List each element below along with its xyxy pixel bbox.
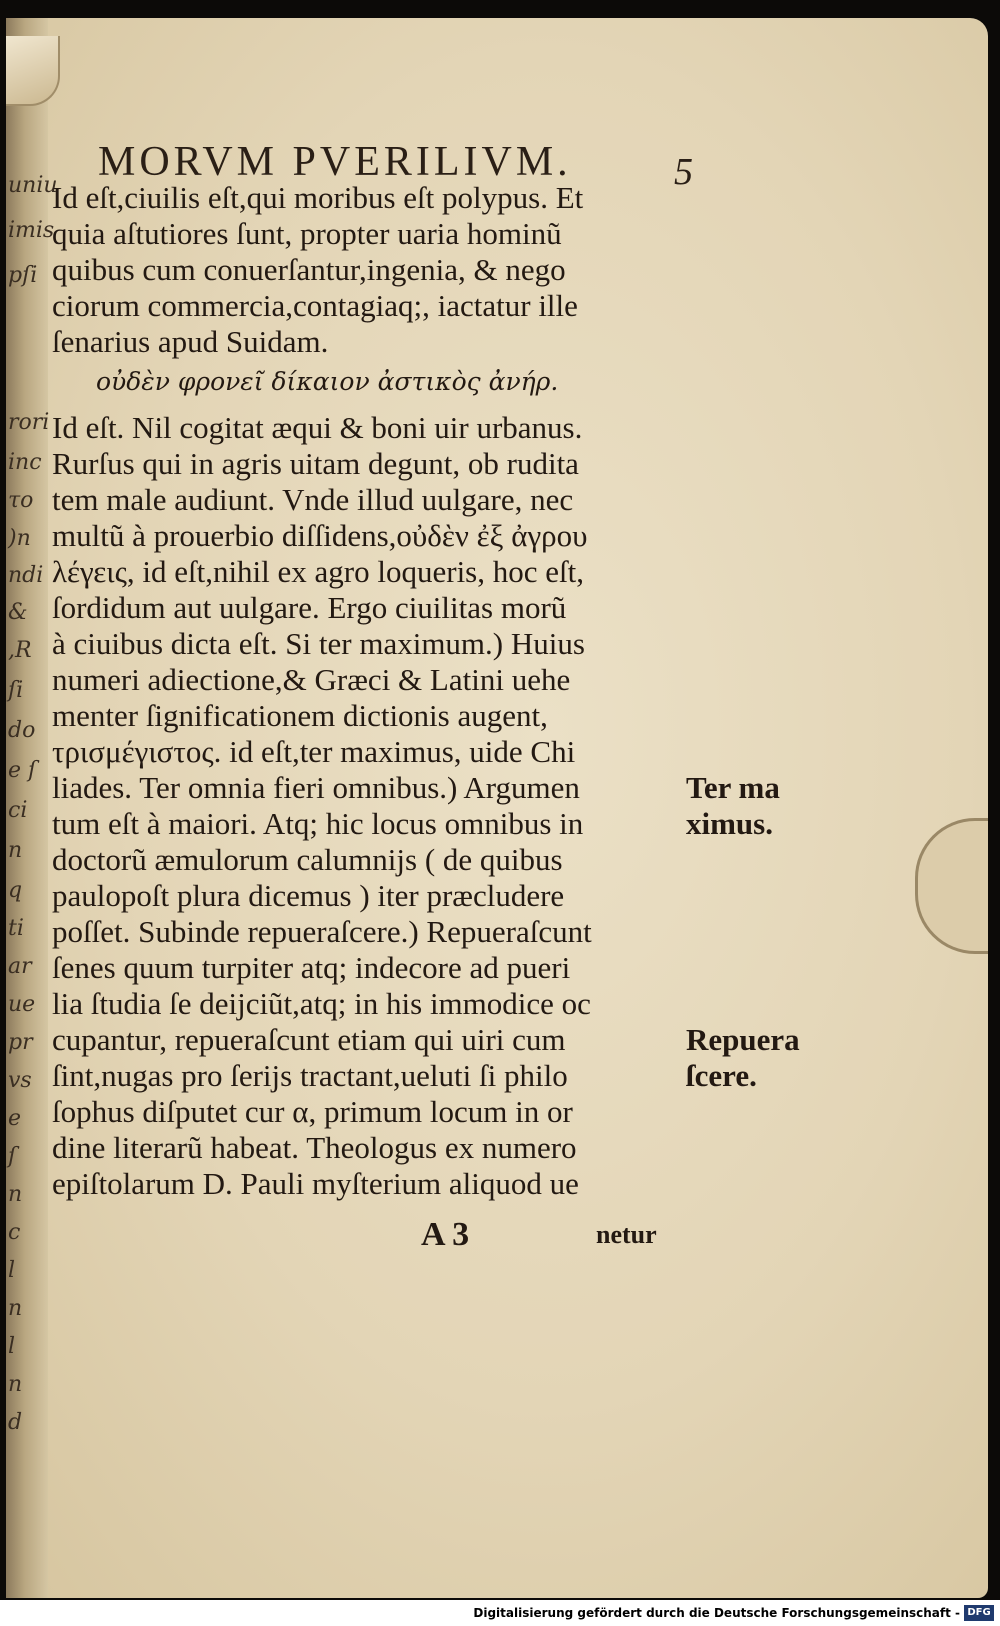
marginal-note-repuerascere-1: Repuera xyxy=(686,1022,800,1057)
text-line: epiſtolarum D. Pauli myſterium aliquod ue xyxy=(52,1166,579,1201)
greek-verse: οὐδὲν φρονεῖ δίκαιον ἀστικὸς ἀνήρ. xyxy=(96,367,559,396)
prev-page-fragment: ci xyxy=(8,798,28,823)
prev-page-fragment: c xyxy=(8,1220,21,1245)
prev-page-fragment: inc xyxy=(8,450,42,475)
text-line: Rurſus qui in agris uitam degunt, ob rudita xyxy=(52,446,579,481)
binding-gutter xyxy=(6,18,58,1598)
prev-page-fragment: n xyxy=(8,1296,23,1321)
text-line: Id eſt. Nil cogitat æqui & boni uir urbanus. xyxy=(52,410,583,445)
text-line: à ciuibus dicta eſt. Si ter maximum.) Huius xyxy=(52,626,585,661)
page-number: 5 xyxy=(674,151,693,193)
prev-page-fragment: ar xyxy=(8,954,32,979)
prev-page-fragment: n xyxy=(8,1182,23,1207)
prev-page-fragment: ſi xyxy=(8,678,24,703)
text-line: cupantur, repueraſcunt etiam qui uiri cum xyxy=(52,1022,566,1057)
marginal-note-ter-maximus-2: ximus. xyxy=(686,806,773,841)
text-line: paulopoſt plura dicemus ) iter præcludere xyxy=(52,878,565,913)
prev-page-fragment: e xyxy=(8,1106,22,1131)
marginal-note-ter-maximus-1: Ter ma xyxy=(686,770,780,805)
text-line: menter ſignificationem dictionis augent, xyxy=(52,698,548,733)
book-clasp xyxy=(915,818,988,954)
running-title: MORVM PVERILIVM. xyxy=(98,139,572,185)
page-curl xyxy=(6,36,60,106)
text-line: tem male audiunt. Vnde illud uulgare, nec xyxy=(52,482,574,517)
text-line: quibus cum conuerſantur,ingenia, & nego xyxy=(52,252,566,287)
prev-page-fragment: pr xyxy=(8,1030,33,1055)
text-line: Id eſt,ciuilis eſt,qui moribus eſt polypus. Et xyxy=(52,180,584,215)
text-line: multũ à prouerbio diſſidens,οὐδὲν ἐξ ἀγρου xyxy=(52,518,588,553)
prev-page-fragment: q xyxy=(8,878,23,903)
text-line: lia ſtudia ſe deijciũt,atq; in his immodice oc xyxy=(52,986,591,1021)
prev-page-fragment: & xyxy=(8,600,28,625)
prev-page-fragment: n xyxy=(8,1372,23,1397)
prev-page-fragment: ue xyxy=(8,992,36,1017)
prev-page-fragment: l xyxy=(8,1334,16,1359)
prev-page-fragment: ,R xyxy=(8,638,32,663)
text-line: quia aſtutiores ſunt, propter uaria hominũ xyxy=(52,216,562,251)
text-line: τρισμέγιστος. id eſt,ter maximus, uide Chi xyxy=(52,734,576,769)
prev-page-fragment: ti xyxy=(8,916,24,941)
text-line: poſſet. Subinde repueraſcere.) Repueraſcunt xyxy=(52,914,592,949)
prev-page-fragment: το xyxy=(8,488,34,513)
text-line: ſophus diſputet cur α, primum locum in or xyxy=(52,1094,573,1129)
prev-page-fragment: n xyxy=(8,838,23,863)
prev-page-fragment: d xyxy=(8,1410,23,1435)
text-line: ſint,nugas pro ſerijs tractant,ueluti ſi philo xyxy=(52,1058,568,1093)
text-line: numeri adiectione,& Græci & Latini uehe xyxy=(52,662,571,697)
marginal-note-repuerascere-2: ſcere. xyxy=(686,1058,757,1093)
prev-page-fragment: rori xyxy=(8,410,50,435)
prev-page-fragment: imis xyxy=(8,218,55,243)
text-line: tum eſt à maiori. Atq; hic locus omnibus in xyxy=(52,806,584,841)
text-line: liades. Ter omnia fieri omnibus.) Argumen xyxy=(52,770,580,805)
prev-page-fragment: )n xyxy=(8,526,31,551)
text-line: ſenes quum turpiter atq; indecore ad pueri xyxy=(52,950,571,985)
digitization-credit: Digitalisierung gefördert durch die Deutsche Forschungsgemeinschaft - xyxy=(473,1606,960,1620)
prev-page-fragment: e ſ xyxy=(8,758,37,783)
book-page xyxy=(6,18,988,1598)
prev-page-fragment: do xyxy=(8,718,36,743)
text-line: ciorum commercia,contagiaq;, iactatur ille xyxy=(52,288,578,323)
prev-page-fragment: vs xyxy=(8,1068,32,1093)
signature-mark: A 3 xyxy=(421,1216,470,1253)
prev-page-fragment: ndi xyxy=(8,563,44,588)
text-line: ſenarius apud Suidam. xyxy=(52,324,329,359)
text-line: dine literarũ habeat. Theologus ex numero xyxy=(52,1130,577,1165)
dfg-logo: DFG xyxy=(964,1605,994,1621)
prev-page-fragment: ſ xyxy=(8,1144,17,1169)
footer-bar xyxy=(0,1600,1000,1626)
prev-page-fragment: l xyxy=(8,1258,16,1283)
prev-page-fragment: uniu xyxy=(8,173,58,198)
text-line: doctorũ æmulorum calumnijs ( de quibus xyxy=(52,842,563,877)
text-line: ſordidum aut uulgare. Ergo ciuilitas morũ xyxy=(52,590,567,625)
text-line: λέγεις, id eſt,nihil ex agro loqueris, hoc eſt, xyxy=(52,554,584,589)
prev-page-fragment: pſi xyxy=(8,263,38,288)
catchword: netur xyxy=(596,1220,657,1249)
